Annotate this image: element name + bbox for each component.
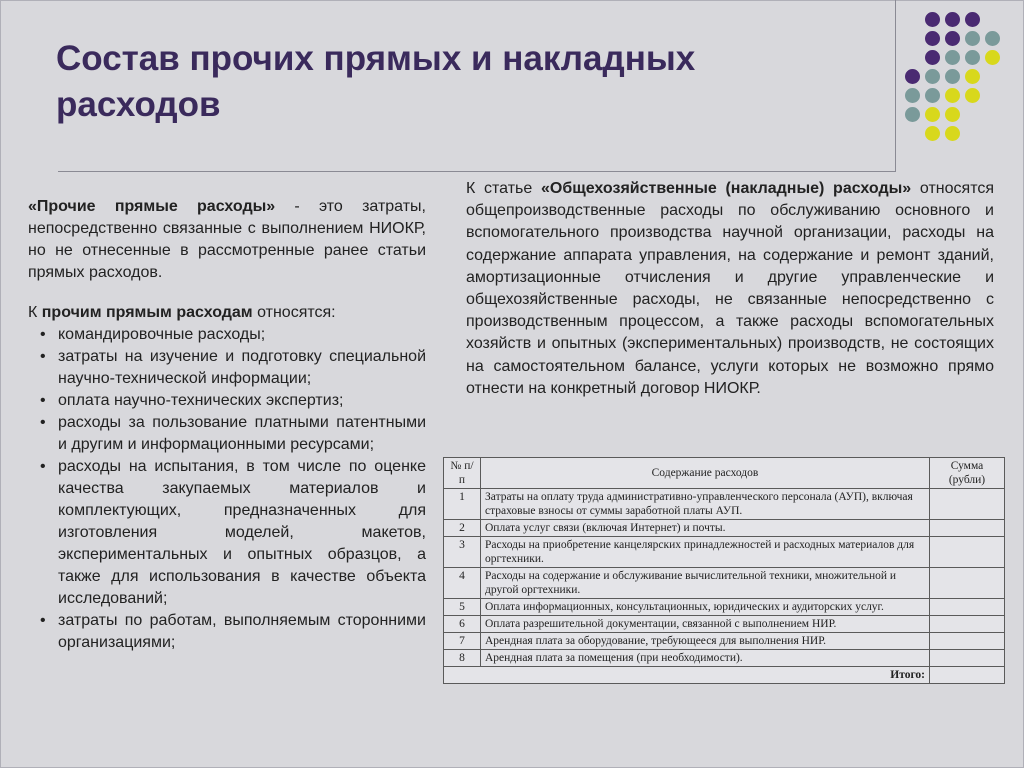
row-number: 5 — [444, 599, 481, 616]
total-sum — [930, 667, 1005, 684]
definition-text: - это затраты, непосредственно связанные с выполнением НИОКР, но не отнесенные в рассмотренные ранее статьи прямых расходов. — [28, 198, 426, 281]
direct-costs-list — [28, 324, 426, 654]
decorative-dot — [925, 50, 940, 65]
decorative-dot — [945, 31, 960, 46]
row-number: 4 — [444, 568, 481, 599]
table-row — [444, 650, 1005, 667]
row-text: Арендная плата за помещения (при необходимости). — [481, 650, 930, 667]
overhead-prefix: К статье — [466, 180, 542, 197]
row-sum — [930, 599, 1005, 616]
decorative-dot — [905, 69, 920, 84]
overhead-term: «Общехозяйственные (накладные) расходы» — [541, 180, 912, 197]
table-row — [444, 520, 1005, 537]
table-row — [444, 489, 1005, 520]
header-content: Содержание расходов — [481, 458, 930, 489]
row-number: 7 — [444, 633, 481, 650]
table-row — [444, 616, 1005, 633]
list-intro-bold: прочим прямым расходам — [41, 304, 253, 321]
row-sum — [930, 616, 1005, 633]
decorative-dot — [945, 69, 960, 84]
decorative-dot — [925, 88, 940, 103]
row-number: 3 — [444, 537, 481, 568]
decorative-dot — [985, 50, 1000, 65]
overhead-text: относятся общепроизводственные расходы по обслуживанию основного и вспомогательного производства научной организации, расходы на содержание аппарата управления, на содержание и ремонт зданий, амортизационные отчисления и другие управленческие и общехозяйственные расходы, не связанные непосредственно с производственным процессом, а также расходы вспомогательных хозяйств и опытных (экспериментальных) производств, не состоящих на самостоятельном балансе, услуги которых не возможно прямо отнести на конкретный договор НИОКР. — [466, 180, 995, 397]
row-text: Оплата разрешительной документации, связанной с выполнением НИР. — [481, 616, 930, 633]
row-text: Оплата услуг связи (включая Интернет) и почты. — [481, 520, 930, 537]
list-intro-suffix: относятся: — [252, 304, 336, 321]
decorative-dot — [965, 88, 980, 103]
row-number: 8 — [444, 650, 481, 667]
table-total-row — [444, 667, 1005, 684]
list-intro — [28, 302, 426, 324]
decorative-dot — [965, 12, 980, 27]
decorative-dot — [945, 126, 960, 141]
row-number: 2 — [444, 520, 481, 537]
row-sum — [930, 489, 1005, 520]
decorative-dot — [925, 107, 940, 122]
table-row — [444, 537, 1005, 568]
right-column — [466, 178, 994, 400]
decorative-dot — [945, 50, 960, 65]
overhead-paragraph — [466, 178, 994, 400]
row-sum — [930, 537, 1005, 568]
row-text: Оплата информационных, консультационных, юридических и аудиторских услуг. — [481, 599, 930, 616]
decorative-dot — [925, 126, 940, 141]
decorative-dot — [905, 88, 920, 103]
list-intro-prefix: К — [28, 304, 42, 321]
row-number: 1 — [444, 489, 481, 520]
slide-title — [56, 36, 856, 128]
decorative-dot — [925, 31, 940, 46]
decorative-dot — [945, 107, 960, 122]
row-text: Расходы на содержание и обслуживание вычислительной техники, множительной и другой оргтехники. — [481, 568, 930, 599]
decorative-dot — [905, 107, 920, 122]
definition-term: «Прочие прямые расходы» — [28, 198, 276, 215]
definition-paragraph — [28, 196, 426, 284]
table-row — [444, 633, 1005, 650]
left-column — [28, 196, 426, 654]
decorative-dot — [965, 50, 980, 65]
decorative-dot — [945, 88, 960, 103]
row-sum — [930, 520, 1005, 537]
list-item: • затраты по работам, выполняемым сторонними организациями; — [28, 610, 426, 654]
decorative-dot — [925, 69, 940, 84]
row-text: Расходы на приобретение канцелярских принадлежностей и расходных материалов для оргтехники. — [481, 537, 930, 568]
decorative-dot — [945, 12, 960, 27]
decorative-dot — [925, 12, 940, 27]
row-sum — [930, 568, 1005, 599]
list-item: • командировочные расходы; — [28, 324, 426, 346]
table-header-row — [444, 458, 1005, 489]
row-number: 6 — [444, 616, 481, 633]
row-text: Арендная плата за оборудование, требующееся для выполнения НИР. — [481, 633, 930, 650]
decorative-dot — [985, 31, 1000, 46]
table-row — [444, 599, 1005, 616]
list-item: • оплата научно-технических экспертиз; — [28, 390, 426, 412]
decorative-dot — [965, 31, 980, 46]
row-text: Затраты на оплату труда административно-управленческого персонала (АУП), включая страховые взносы от суммы заработной платы АУП. — [481, 489, 930, 520]
overhead-costs-table — [443, 457, 1005, 684]
list-item: • затраты на изучение и подготовку специальной научно-технической информации; — [28, 346, 426, 390]
list-item: • расходы на испытания, в том числе по оценке качества закупаемых материалов и комплектующих, предназначенных для изготовления моделей, макетов, экспериментальных и опытных образцов, а также для использования в качестве объекта исследований; — [28, 456, 426, 610]
vertical-divider — [895, 0, 896, 172]
list-item: • расходы за пользование платными патентными и другим и информационными ресурсами; — [28, 412, 426, 456]
total-label: Итого: — [444, 667, 930, 684]
header-sum: Сумма (рубли) — [930, 458, 1005, 489]
header-num: № п/п — [444, 458, 481, 489]
horizontal-divider — [58, 171, 895, 172]
title-line-1: Состав прочих прямых и накладных — [56, 39, 696, 78]
row-sum — [930, 633, 1005, 650]
decorative-dot — [965, 69, 980, 84]
table-row — [444, 568, 1005, 599]
row-sum — [930, 650, 1005, 667]
title-line-2: расходов — [56, 85, 221, 124]
